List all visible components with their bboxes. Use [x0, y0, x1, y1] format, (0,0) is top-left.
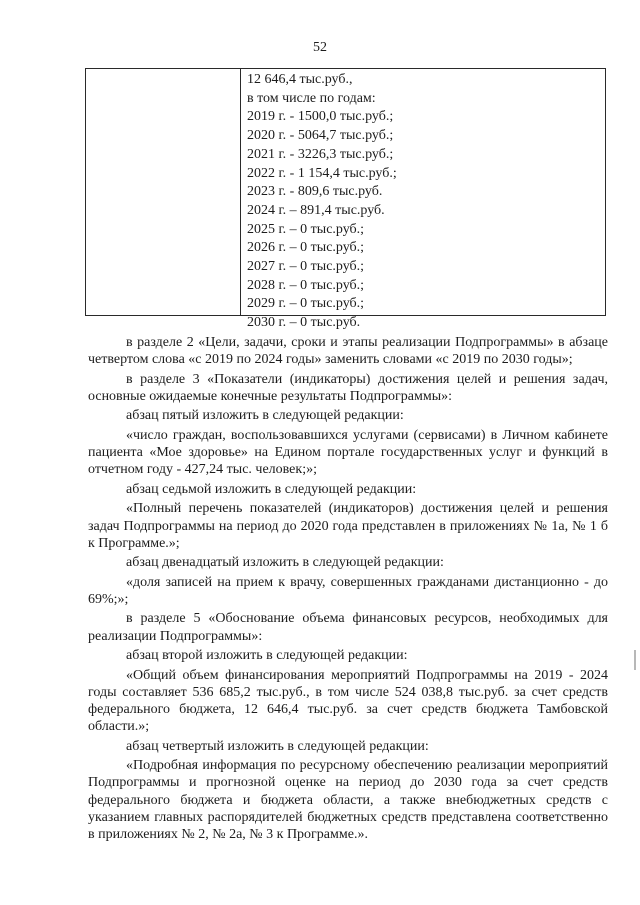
funding-table-amount-cell	[241, 69, 605, 331]
paragraph: в разделе 2 «Цели, задачи, сроки и этапы реализации Подпрограммы» в абзаце четвертом слова «с 2019 по 2024 годы» заменить словами «с 2019 по 2030 годы»;	[88, 335, 608, 368]
paragraph: «Общий объем финансирования мероприятий Подпрограммы на 2019 - 2024 годы составляет 536 685,2 тыс.руб., в том числе 524 038,8 тыс.руб. за счет средств федерального бюджета, 12 646,4 тыс.руб. за счет средств бюджета Тамбовской области.»;	[88, 667, 608, 735]
funding-line: 2028 г. – 0 тыс.руб.;	[247, 277, 365, 293]
paragraph: абзац второй изложить в следующей редакции:	[126, 648, 408, 664]
funding-table-empty-cell	[86, 69, 241, 315]
funding-line: 2027 г. – 0 тыс.руб.;	[247, 259, 365, 275]
funding-line: 2025 г. – 0 тыс.руб.;	[247, 221, 365, 237]
funding-line: 2029 г. – 0 тыс.руб.;	[247, 296, 365, 312]
paragraph: в разделе 3 «Показатели (индикаторы) достижения целей и решения задач, основные ожидаемые конечные результаты Подпрограммы»:	[88, 371, 608, 404]
paragraph: «доля записей на прием к врачу, совершенных гражданами дистанционно - до 69%;»;	[88, 574, 608, 607]
paragraph: «число граждан, воспользовавшихся услугами (сервисами) в Личном кабинете пациента «Мое здоровье» на Едином портале государственных услуг и функций в отчетном году - 427,24 тыс. человек;»;	[88, 427, 608, 478]
paragraph: абзац седьмой изложить в следующей редакции:	[126, 481, 417, 497]
funding-line: 2030 г. – 0 тыс.руб.	[247, 315, 361, 331]
scan-edge-mark	[634, 650, 636, 670]
funding-table	[85, 68, 606, 331]
funding-line: 2019 г. - 1500,0 тыс.руб.;	[247, 109, 394, 125]
funding-line: в том числе по годам:	[247, 90, 376, 106]
document-body	[88, 334, 608, 843]
funding-line: 2024 г. – 891,4 тыс.руб.	[247, 202, 385, 218]
funding-line: 12 646,4 тыс.руб.,	[247, 72, 353, 87]
paragraph: «Подробная информация по ресурсному обеспечению реализации мероприятий Подпрограммы и прогнозной оценке на период до 2030 года за счет средств федерального бюджета и бюджета области, а также внебюджетных средств с указанием главных распорядителей бюджетных средств представлена соответственно в приложениях № 2, № 2а, № 3 к Программе.».	[88, 758, 608, 843]
funding-line: 2023 г. - 809,6 тыс.руб.	[247, 184, 383, 200]
paragraph: «Полный перечень показателей (индикаторов) достижения целей и решения задач Подпрограммы на период до 2020 года представлен в приложениях № 1а, № 1 б к Программе.»;	[88, 501, 608, 551]
funding-line: 2021 г. - 3226,3 тыс.руб.;	[247, 146, 394, 162]
page-number: 52	[313, 40, 327, 55]
paragraph: абзац пятый изложить в следующей редакции:	[126, 408, 404, 424]
paragraph: абзац четвертый изложить в следующей редакции:	[126, 738, 429, 754]
paragraph: абзац двенадцатый изложить в следующей редакции:	[126, 555, 444, 571]
funding-line: 2020 г. - 5064,7 тыс.руб.;	[247, 128, 394, 144]
paragraph: в разделе 5 «Обоснование объема финансовых ресурсов, необходимых для реализации Подпрограммы»:	[88, 611, 608, 644]
funding-line: 2022 г. - 1 154,4 тыс.руб.;	[247, 165, 397, 181]
funding-line: 2026 г. – 0 тыс.руб.;	[247, 240, 365, 256]
